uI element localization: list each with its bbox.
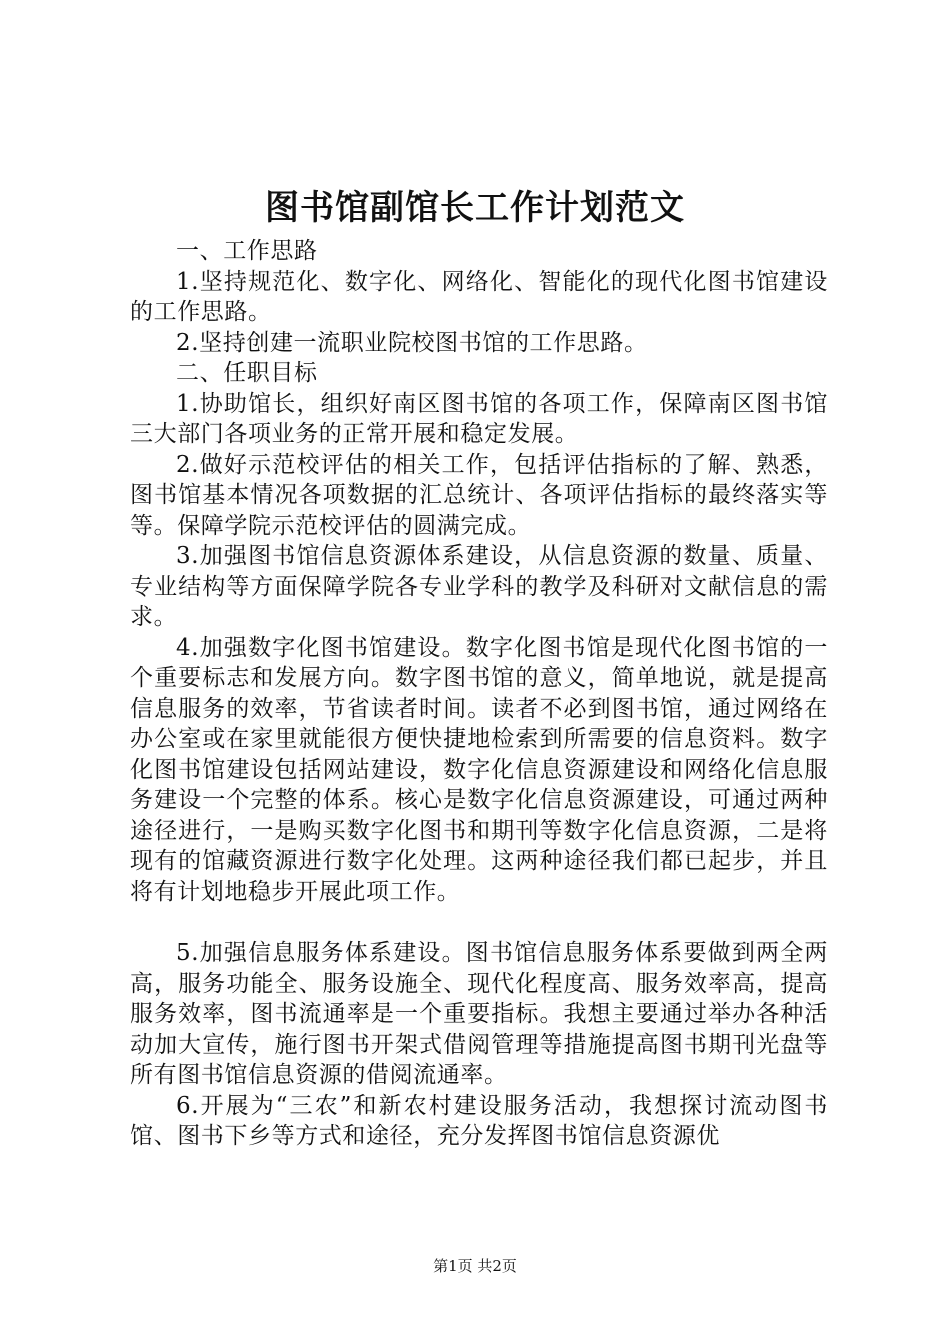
paragraph: 1.坚持规范化、数字化、网络化、智能化的现代化图书馆建设的工作思路。 — [130, 268, 828, 325]
paragraph-spacer — [130, 907, 828, 938]
paragraph: 3.加强图书馆信息资源体系建设，从信息资源的数量、质量、专业结构等方面保障学院各专业学科的教学及科研对文献信息的需求。 — [130, 543, 828, 630]
paragraph: 5.加强信息服务体系建设。图书馆信息服务体系要做到两全两高，服务功能全、服务设施全、现代化程度高、服务效率高，提高服务效率，图书流通率是一个重要指标。我想主要通过举办各种活动加大宣传，施行图书开架式借阅管理等措施提高图书期刊光盘等所有图书馆信息资源的借阅流通率。 — [130, 940, 828, 1088]
document-title: 图书馆副馆长工作计划范文 — [265, 188, 685, 228]
paragraph: 2.坚持创建一流职业院校图书馆的工作思路。 — [176, 329, 648, 356]
paragraph: 6.开展为“三农”和新农村建设服务活动，我想探讨流动图书馆、图书下乡等方式和途径，充分发挥图书馆信息资源优 — [130, 1092, 828, 1149]
paragraph: 2.做好示范校评估的相关工作，包括评估指标的了解、熟悉，图书馆基本情况各项数据的汇总统计、各项评估指标的最终落实等等。保障学院示范校评估的圆满完成。 — [130, 451, 828, 539]
section-heading-2: 二、任职目标 — [176, 360, 318, 386]
paragraph: 1.协助馆长，组织好南区图书馆的各项工作，保障南区图书馆三大部门各项业务的正常开展和稳定发展。 — [130, 390, 828, 447]
paragraph: 4.加强数字化图书馆建设。数字化图书馆是现代化图书馆的一个重要标志和发展方向。数字图书馆的意义，简单地说，就是提高信息服务的效率，节省读者时间。读者不必到图书馆，通过网络在办公室或在家里就能很方便快捷地检索到所需要的信息资料。数字化图书馆建设包括网站建设，数字化信息资源建设和网络化信息服务建设一个完整的体系。核心是数字化信息资源建设，可通过两种途径进行，一是购买数字化图书和期刊等数字化信息资源，二是将现有的馆藏资源进行数字化处理。这两种途径我们都已起步，并且将有计划地稳步开展此项工作。 — [130, 634, 828, 905]
section-heading-1: 一、工作思路 — [176, 238, 318, 264]
document-body — [130, 236, 828, 1152]
page-footer: 第1页 共2页 — [433, 1257, 517, 1275]
